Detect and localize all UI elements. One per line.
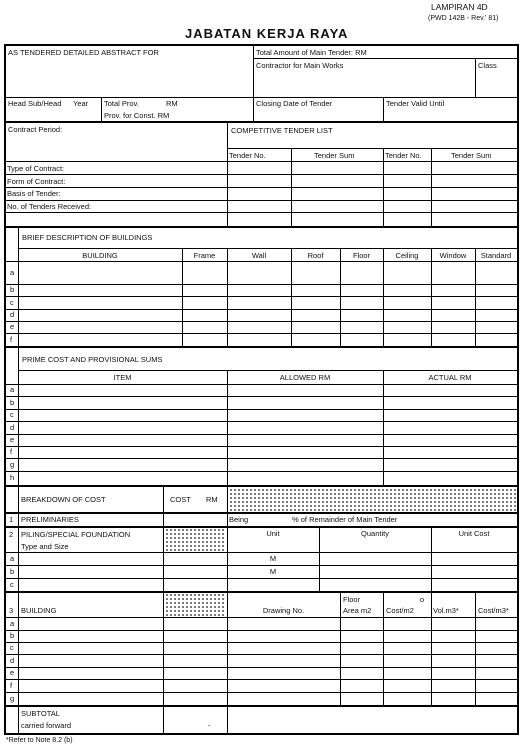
actual-header: ACTUAL RM [428, 373, 472, 382]
form-code: (PWD 142B - Rev.' 81) [428, 15, 499, 22]
type-size-label: Type and Size [21, 542, 69, 551]
building-column-header: Wall [251, 251, 267, 260]
head-sub-label: Head Sub/Head [8, 99, 62, 108]
row-letter: g [10, 460, 15, 469]
item-number-2: 2 [9, 530, 14, 539]
item-header: ITEM [113, 373, 132, 382]
o-mark: o [420, 595, 425, 604]
carried-forward-label: carried forward [21, 721, 72, 730]
building-column-header: Window [439, 251, 467, 260]
row-letter: c [10, 580, 14, 589]
page-title: JABATAN KERJA RAYA [185, 26, 349, 41]
building-column-header: Frame [193, 251, 216, 260]
row-letter: a [10, 385, 15, 394]
row-letter: c [10, 643, 14, 652]
tender-sum-header-1: Tender Sum [314, 151, 355, 160]
row-letter: f [10, 681, 13, 690]
building-column-header: Roof [307, 251, 324, 260]
unit-header: Unit [266, 529, 280, 538]
prov-const-label: Prov. for Const. RM [104, 111, 170, 120]
row-letter: e [10, 668, 15, 677]
row-letter: e [10, 435, 15, 444]
piling-label: PILING/SPECIAL FOUNDATION [21, 530, 131, 539]
building-column-header: Standard [480, 251, 512, 260]
row-letter: d [10, 656, 15, 665]
drawing-no-header: Drawing No. [262, 606, 305, 615]
prime-cost-heading: PRIME COST AND PROVISIONAL SUMS [22, 355, 163, 364]
row-letter: d [10, 310, 15, 319]
form-of-contract-label: Form of Contract: [7, 177, 66, 186]
subtotal-label: SUBTOTAL [21, 709, 60, 718]
remainder-label: % of Remainder of Main Tender [292, 515, 398, 524]
contractor-label: Contractor for Main Works [256, 61, 344, 70]
row-letter: c [10, 410, 14, 419]
allowed-header: ALLOWED RM [279, 373, 331, 382]
building-label: BUILDING [21, 606, 57, 615]
abstract-for-label: AS TENDERED DETAILED ABSTRACT FOR [8, 48, 159, 57]
area-m2-header: Area m2 [343, 606, 372, 615]
row-letter: h [10, 473, 15, 482]
unit-cost-header: Unit Cost [458, 529, 490, 538]
unit-value: M [269, 567, 277, 576]
being-label: Being [229, 515, 249, 524]
total-prov-label: Total Prov. [104, 99, 139, 108]
tender-no-header-2: Tender No. [385, 151, 422, 160]
row-letter: a [10, 554, 15, 563]
row-letter: b [10, 631, 15, 640]
year-label: Year [73, 99, 89, 108]
lampiran-label: LAMPIRAN 4D [431, 2, 488, 12]
basis-of-tender-label: Basis of Tender: [7, 189, 61, 198]
tender-valid-label: Tender Valid Until [386, 99, 445, 108]
row-letter: f [10, 335, 13, 344]
total-prov-rm: RM [166, 99, 178, 108]
closing-date-label: Closing Date of Tender [256, 99, 333, 108]
tender-sum-header-2: Tender Sum [451, 151, 492, 160]
tenders-received-label: No. of Tenders Received: [7, 202, 92, 211]
subtotal-dash: - [208, 721, 211, 730]
row-letter: a [10, 268, 15, 277]
type-of-contract-label: Type of Contract: [7, 164, 65, 173]
total-amount-label: Total Amount of Main Tender: RM [256, 48, 367, 57]
row-letter: g [10, 694, 15, 703]
contract-period-label: Contract Period: [8, 125, 63, 134]
row-letter: e [10, 322, 15, 331]
row-letter: f [10, 447, 13, 456]
class-label: Class [478, 61, 497, 70]
cost-rm-label: RM [206, 495, 218, 504]
building-column-header: Floor [352, 251, 371, 260]
item-number-3: 3 [9, 606, 14, 615]
row-letter: c [10, 298, 14, 307]
cost-m2-header: Cost/m2 [386, 606, 414, 615]
cost-m3-header: Cost/m3* [478, 606, 509, 615]
row-letter: b [10, 285, 15, 294]
building-column-header: Ceiling [395, 251, 419, 260]
floor-header: Floor [343, 595, 361, 604]
preliminaries-label: PRELIMINARIES [21, 515, 79, 524]
quantity-header: Quantity [361, 529, 389, 538]
vol-m3-header: Vol.m3* [433, 606, 459, 615]
breakdown-heading: BREAKDOWN OF COST [21, 495, 106, 504]
row-letter: b [10, 398, 15, 407]
unit-value: M [269, 554, 277, 563]
buildings-heading: BRIEF DESCRIPTION OF BUILDINGS [22, 233, 153, 242]
item-number-1: 1 [9, 515, 14, 524]
row-letter: b [10, 567, 15, 576]
tender-no-header-1: Tender No. [229, 151, 266, 160]
footnote: *Refer to Note 8.2 (b) [6, 737, 73, 744]
building-column-header: BUILDING [82, 251, 118, 260]
row-letter: d [10, 423, 15, 432]
competitive-tender-heading: COMPETITIVE TENDER LIST [231, 126, 333, 135]
cost-label: COST [170, 495, 191, 504]
row-letter: a [10, 619, 15, 628]
